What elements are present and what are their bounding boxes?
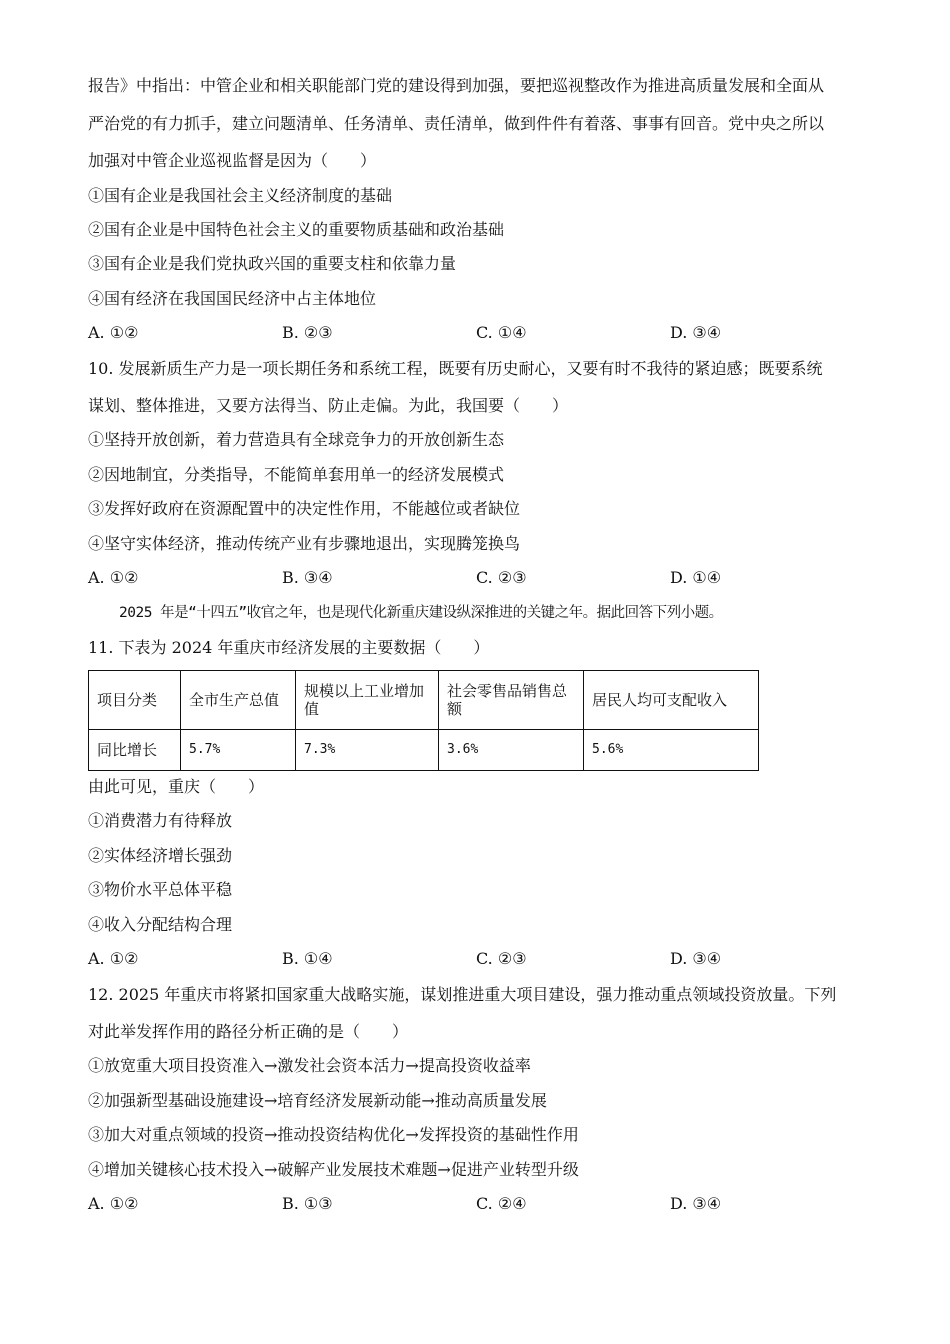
table-cell: 同比增长: [89, 730, 181, 771]
q10-statement-2: ②因地制宜，分类指导，不能简单套用单一的经济发展模式: [88, 465, 505, 484]
table-row: [89, 730, 759, 771]
table-header-row: [89, 671, 759, 730]
table-header-cell: 规模以上工业增加值: [296, 671, 439, 730]
group-intro: 2025 年是“十四五”收官之年，也是现代化新重庆建设纵深推进的关键之年。据此回答下列小题。: [119, 605, 723, 621]
table-cell: 5.7%: [181, 730, 296, 771]
q9-statement-2: ②国有企业是中国特色社会主义的重要物质基础和政治基础: [88, 220, 505, 239]
table-header-cell: 居民人均可支配收入: [584, 671, 759, 730]
q12-statement-4: ④增加关键核心技术投入→破解产业发展技术难题→促进产业转型升级: [88, 1160, 579, 1179]
table-cell: 3.6%: [439, 730, 584, 771]
q10-option-b[interactable]: B. ③④: [282, 568, 333, 587]
q10-option-a[interactable]: A. ①②: [88, 568, 139, 587]
table-cell: 5.6%: [584, 730, 759, 771]
table-header-cell: 全市生产总值: [181, 671, 296, 730]
q9-statement-3: ③国有企业是我们党执政兴国的重要支柱和依靠力量: [88, 254, 457, 273]
q11-stem-line-1: 11. 下表为 2024 年重庆市经济发展的主要数据（ ）: [88, 638, 490, 657]
q9-stem-line-1: 报告》中指出：中管企业和相关职能部门党的建设得到加强，要把巡视整改作为推进高质量发展和全面从: [88, 76, 825, 95]
q12-stem-line-2: 对此举发挥作用的路径分析正确的是（ ）: [88, 1022, 409, 1041]
q10-option-c[interactable]: C. ②③: [476, 568, 527, 587]
q9-option-d[interactable]: D. ③④: [670, 323, 722, 342]
q12-option-c[interactable]: C. ②④: [476, 1194, 527, 1213]
q12-statement-3: ③加大对重点领域的投资→推动投资结构优化→发挥投资的基础性作用: [88, 1125, 579, 1144]
q12-option-a[interactable]: A. ①②: [88, 1194, 139, 1213]
table-header-cell: 项目分类: [89, 671, 181, 730]
q11-after-table: 由此可见，重庆（ ）: [88, 777, 265, 796]
q12-statement-1: ①放宽重大项目投资准入→激发社会资本活力→提高投资收益率: [88, 1056, 531, 1075]
q10-stem-line-2: 谋划、整体推进，又要方法得当、防止走偏。为此，我国要（ ）: [88, 396, 569, 415]
q9-stem-line-3: 加强对中管企业巡视监督是因为（ ）: [88, 151, 377, 170]
q11-statement-4: ④收入分配结构合理: [88, 915, 233, 934]
q9-statement-1: ①国有企业是我国社会主义经济制度的基础: [88, 186, 393, 205]
q10-stem-line-1: 10. 发展新质生产力是一项长期任务和系统工程，既要有历史耐心，又要有时不我待的紧迫感；既要系统: [88, 359, 823, 378]
q12-option-b[interactable]: B. ①③: [282, 1194, 333, 1213]
q11-statement-1: ①消费潜力有待释放: [88, 811, 233, 830]
q12-statement-2: ②加强新型基础设施建设→培育经济发展新动能→推动高质量发展: [88, 1091, 547, 1110]
q9-option-c[interactable]: C. ①④: [476, 323, 527, 342]
q11-statement-2: ②实体经济增长强劲: [88, 846, 233, 865]
q11-option-c[interactable]: C. ②③: [476, 949, 527, 968]
q11-option-a[interactable]: A. ①②: [88, 949, 139, 968]
q9-statement-4: ④国有经济在我国国民经济中占主体地位: [88, 289, 377, 308]
q9-option-b[interactable]: B. ②③: [282, 323, 333, 342]
q10-statement-3: ③发挥好政府在资源配置中的决定性作用，不能越位或者缺位: [88, 499, 521, 518]
q10-statement-1: ①坚持开放创新，着力营造具有全球竞争力的开放创新生态: [88, 430, 505, 449]
q10-option-d[interactable]: D. ①④: [670, 568, 722, 587]
q10-statement-4: ④坚守实体经济，推动传统产业有步骤地退出，实现腾笼换鸟: [88, 534, 521, 553]
q9-stem-line-2: 严治党的有力抓手，建立问题清单、任务清单、责任清单，做到件件有着落、事事有回音。党中央之所以: [88, 114, 825, 133]
q9-option-a[interactable]: A. ①②: [88, 323, 139, 342]
table-header-cell: 社会零售品销售总额: [439, 671, 584, 730]
q12-stem-line-1: 12. 2025 年重庆市将紧扣国家重大战略实施，谋划推进重大项目建设，强力推动重点领域投资放量。下列: [88, 985, 837, 1004]
q11-option-d[interactable]: D. ③④: [670, 949, 722, 968]
q11-data-table: [88, 670, 759, 771]
q11-option-b[interactable]: B. ①④: [282, 949, 333, 968]
table-cell: 7.3%: [296, 730, 439, 771]
q12-option-d[interactable]: D. ③④: [670, 1194, 722, 1213]
q11-statement-3: ③物价水平总体平稳: [88, 880, 233, 899]
